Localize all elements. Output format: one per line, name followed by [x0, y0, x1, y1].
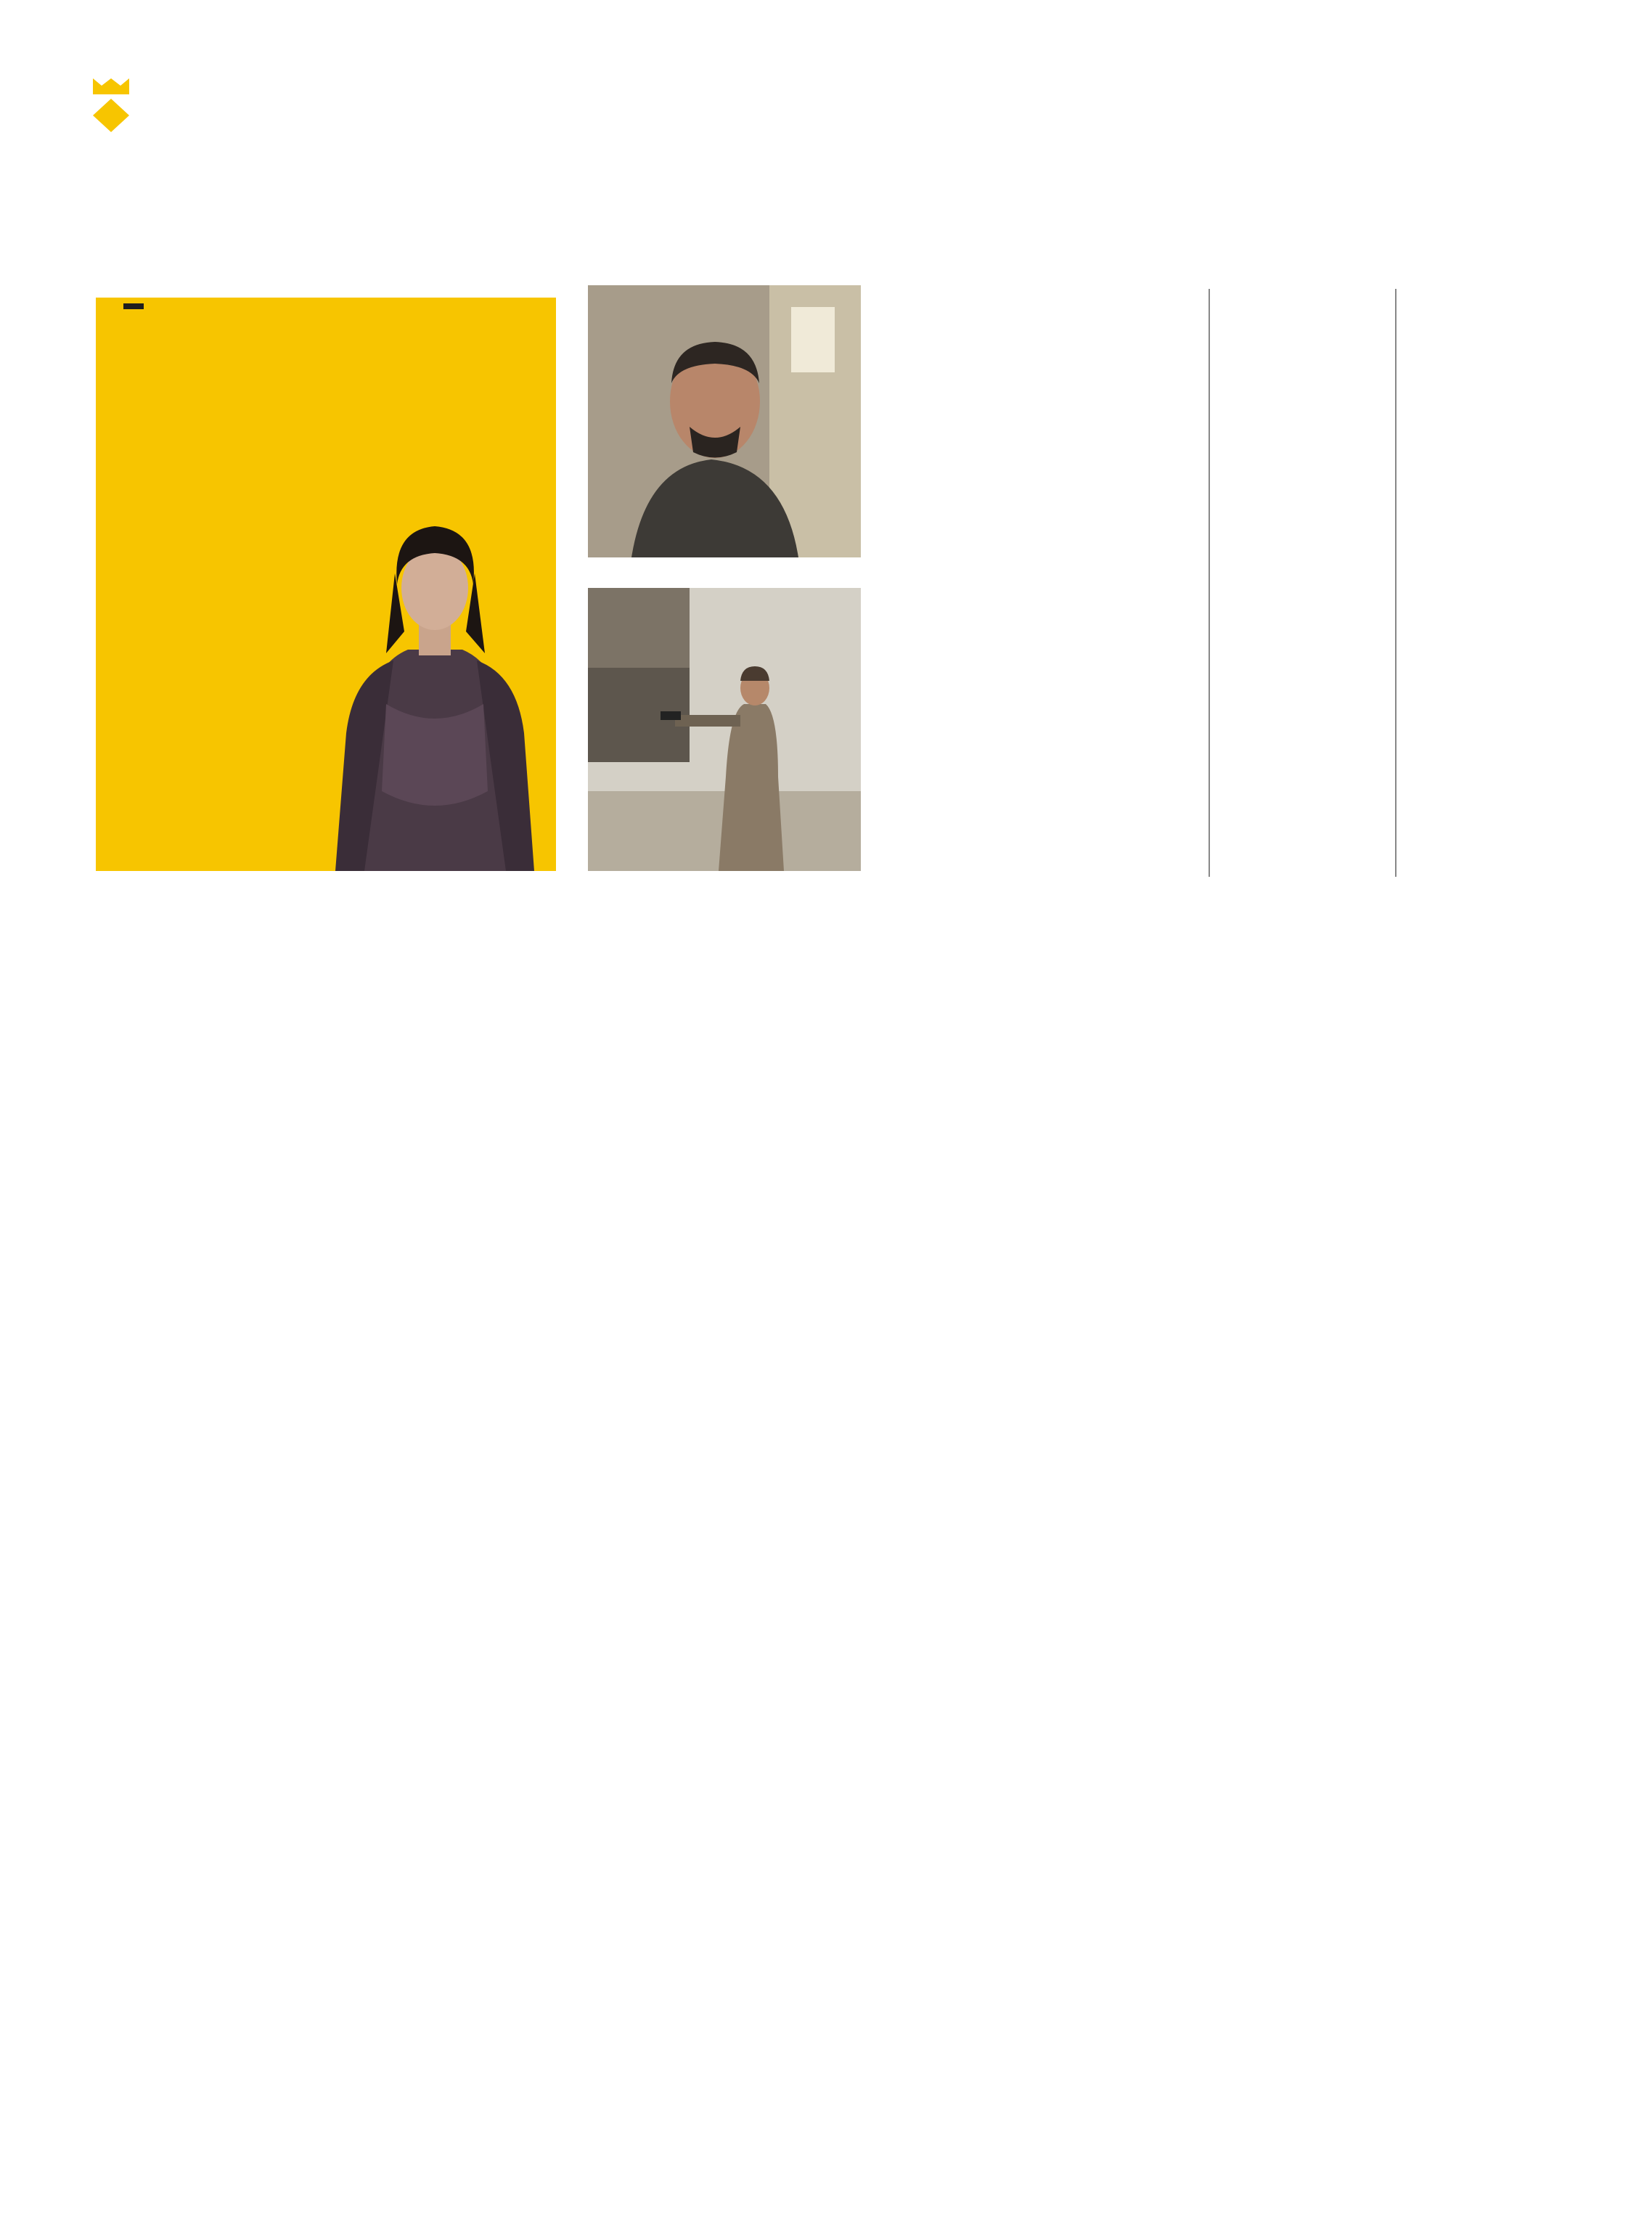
featured-kicker: [123, 303, 144, 309]
paradise-city-still-image: [588, 285, 861, 557]
page-line: [150, 110, 160, 135]
column-divider: [1209, 289, 1210, 877]
film-paradise-city: [900, 289, 1198, 293]
diari-de-sabadell-logo-icon: [93, 78, 129, 132]
film-harry-el-fuerte: [900, 592, 1198, 596]
harry-el-fuerte-still-image: [588, 588, 861, 871]
featured-film-box: [96, 298, 556, 871]
dracula-figure-image: [314, 486, 556, 871]
column-divider: [1395, 289, 1397, 877]
